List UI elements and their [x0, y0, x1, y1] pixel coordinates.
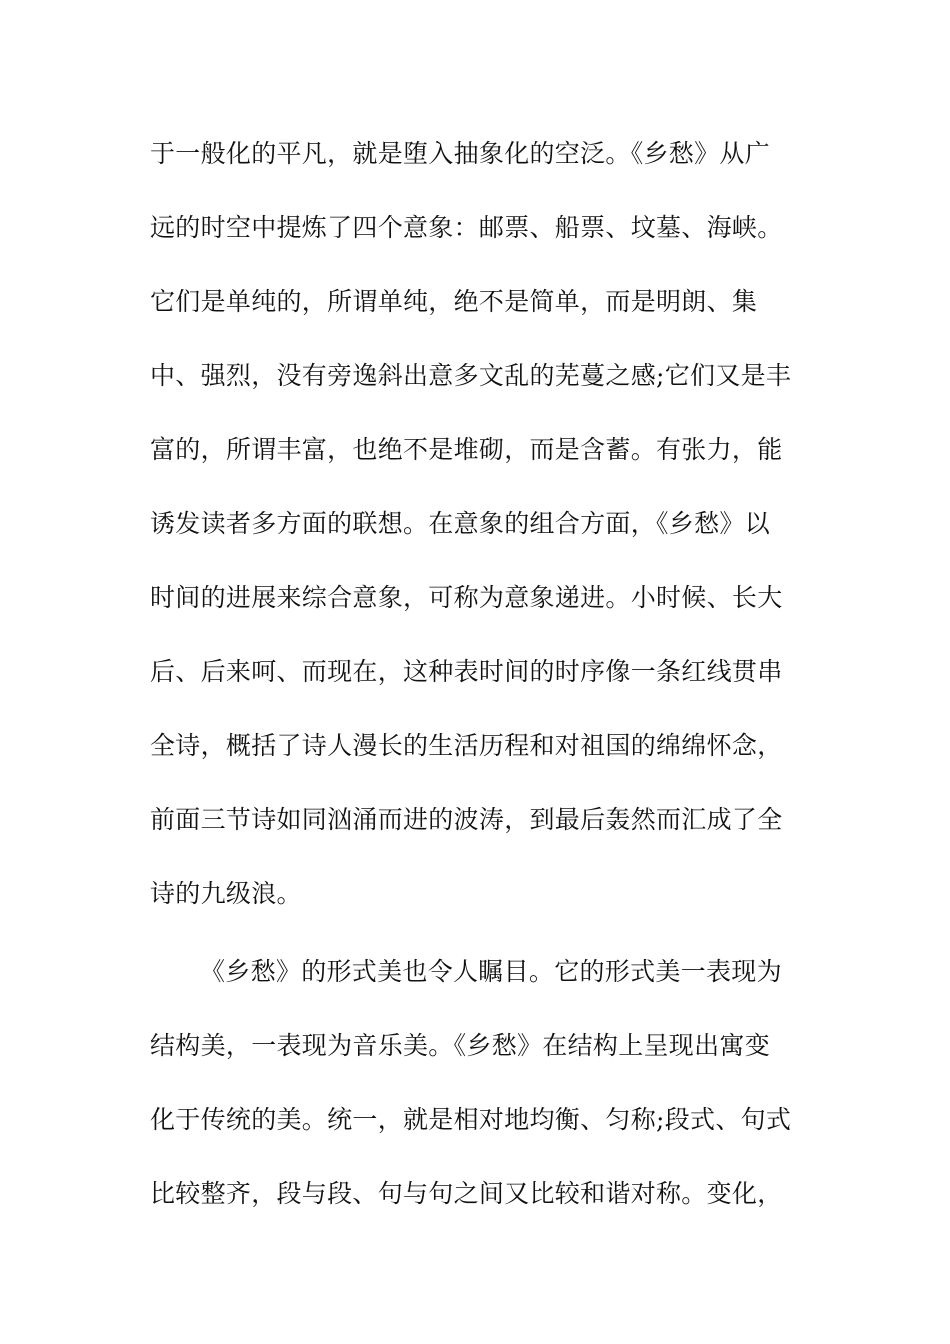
text-line: 中、强烈，没有旁逸斜出意多文乱的芜蔓之感;它们又是丰 — [150, 361, 792, 390]
text-line: 比较整齐，段与段、句与句之间又比较和谐对称。变化， — [150, 1179, 783, 1208]
text-line: 诱发读者多方面的联想。在意象的组合方面，《乡愁》以 — [150, 509, 771, 538]
text-line: 它们是单纯的，所谓单纯，绝不是简单，而是明朗、集 — [150, 287, 758, 316]
text-line: 远的时空中提炼了四个意象：邮票、船票、坟墓、海峡。 — [150, 213, 783, 242]
text-line: 结构美，一表现为音乐美。《乡愁》在结构上呈现出寓变 — [150, 1031, 771, 1060]
text-line: 于一般化的平凡，就是堕入抽象化的空泛。《乡愁》从广 — [150, 139, 771, 168]
text-line: 富的，所谓丰富，也绝不是堆砌，而是含蓄。有张力，能 — [150, 435, 783, 464]
text-line: 时间的进展来综合意象，可称为意象递进。小时候、长大 — [150, 583, 783, 612]
text-line: 化于传统的美。统一，就是相对地均衡、匀称;段式、句式 — [150, 1105, 792, 1134]
text-line: 《乡愁》的形式美也令人瞩目。它的形式美一表现为 — [200, 957, 782, 986]
text-line: 诗的九级浪。 — [150, 879, 302, 908]
text-line: 后、后来呵、而现在，这种表时间的时序像一条红线贯串 — [150, 657, 783, 686]
text-line: 全诗，概括了诗人漫长的生活历程和对祖国的绵绵怀念， — [150, 731, 783, 760]
text-line: 前面三节诗如同汹涌而进的波涛，到最后轰然而汇成了全 — [150, 805, 783, 834]
